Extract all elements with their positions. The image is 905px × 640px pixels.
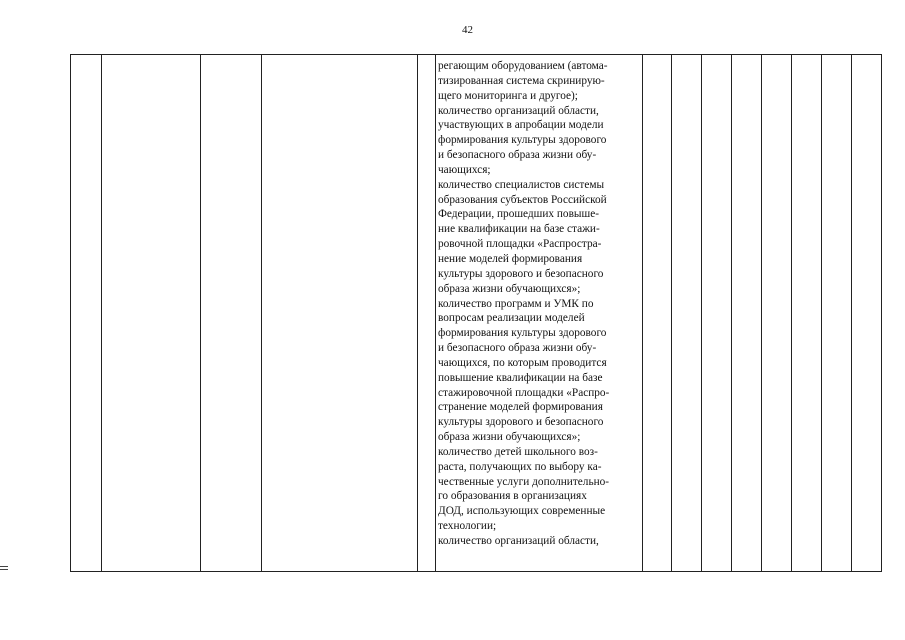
indicator-line: ДОД, использующих современные bbox=[438, 505, 606, 518]
indicator-line: формирования культуры здорового bbox=[438, 327, 607, 340]
table bbox=[70, 54, 882, 572]
column-divider bbox=[435, 55, 436, 571]
column-divider bbox=[821, 55, 822, 571]
column-divider bbox=[851, 55, 852, 571]
indicator-line: образа жизни обучающихся»; bbox=[438, 431, 581, 444]
indicators-cell bbox=[438, 59, 640, 549]
column-divider bbox=[701, 55, 702, 571]
indicator-line: го образования в организациях bbox=[438, 490, 587, 503]
indicator-line: количество организаций области, bbox=[438, 104, 599, 117]
indicator-line: вопросам реализации моделей bbox=[438, 312, 585, 325]
indicator-line: участвующих в апробации модели bbox=[438, 119, 604, 132]
column-divider bbox=[731, 55, 732, 571]
indicator-line: формирования культуры здорового bbox=[438, 134, 607, 147]
column-divider bbox=[791, 55, 792, 571]
column-divider bbox=[261, 55, 262, 571]
page-number: 42 bbox=[462, 24, 473, 36]
indicator-line: повышение квалификации на базе bbox=[438, 371, 603, 384]
indicator-line: регающим оборудованием (автома- bbox=[438, 60, 608, 72]
indicator-line: раста, получающих по выбору ка- bbox=[438, 460, 602, 473]
indicator-line: образования субъектов Российской bbox=[438, 193, 607, 206]
column-divider bbox=[417, 55, 418, 571]
indicator-line: щего мониторинга и другое); bbox=[438, 89, 578, 102]
indicator-line: количество организаций области, bbox=[438, 535, 599, 547]
indicator-line: нение моделей формирования bbox=[438, 252, 583, 265]
indicator-line: количество программ и УМК по bbox=[438, 297, 594, 310]
indicator-line: тизированная система скринирую- bbox=[438, 74, 605, 87]
indicator-line: стажировочной площадки «Распро- bbox=[438, 386, 610, 399]
indicator-line: чающихся, по которым проводится bbox=[438, 356, 607, 369]
indicator-line: количество детей школьного воз- bbox=[438, 445, 598, 458]
indicator-line: культуры здорового и безопасного bbox=[438, 416, 604, 429]
indicator-line: странение моделей формирования bbox=[438, 401, 603, 414]
column-divider bbox=[200, 55, 201, 571]
indicator-line: ние квалификации на базе стажи- bbox=[438, 223, 600, 236]
column-divider bbox=[761, 55, 762, 571]
indicator-line: Федерации, прошедших повыше- bbox=[438, 208, 599, 221]
column-divider bbox=[101, 55, 102, 571]
column-divider bbox=[671, 55, 672, 571]
indicator-line: технологии; bbox=[438, 520, 497, 533]
column-divider bbox=[642, 55, 643, 571]
indicator-line: образа жизни обучающихся»; bbox=[438, 282, 581, 295]
indicator-line: культуры здорового и безопасного bbox=[438, 267, 604, 280]
indicator-line: чающихся; bbox=[438, 163, 491, 176]
indicator-line: и безопасного образа жизни обу- bbox=[438, 149, 597, 162]
margin-scan-mark bbox=[0, 566, 8, 572]
indicator-line: ровочной площадки «Распростра- bbox=[438, 238, 602, 251]
indicator-line: чественные услуги дополнительно- bbox=[438, 475, 610, 488]
indicator-line: и безопасного образа жизни обу- bbox=[438, 342, 597, 355]
indicator-line: количество специалистов системы bbox=[438, 178, 605, 191]
